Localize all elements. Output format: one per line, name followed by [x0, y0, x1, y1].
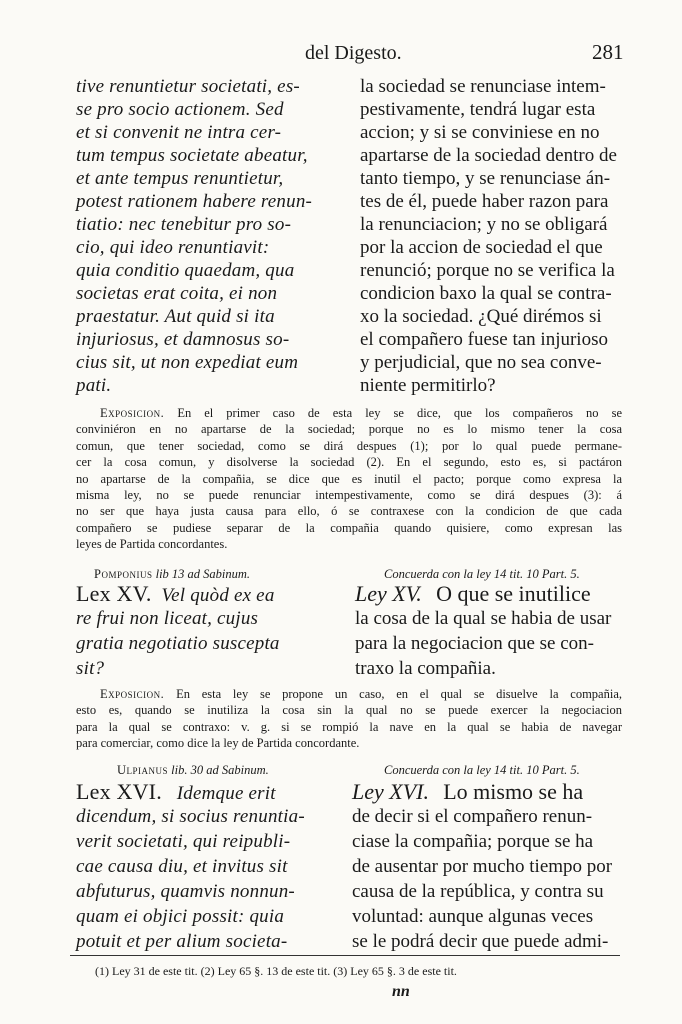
exposicion-1: [76, 405, 622, 553]
text-line: se pro socio actionem. Sed: [76, 99, 284, 120]
text-line: el compañero fuese tan injurioso: [360, 329, 608, 350]
exposicion-line: compañero se pudiese separar de la compañia quando quisiere, como expresan las: [76, 520, 622, 535]
signature-mark: nn: [392, 983, 410, 1000]
text-line: tes de él, puede haber razon para: [360, 191, 609, 212]
exposicion-line: no apartarse de la compañia, se dice que es inutil el pacto; porque como expresa la: [76, 471, 622, 486]
page-number: 281: [592, 40, 624, 64]
exposicion-2: [76, 686, 622, 752]
exposicion-label: Exposicion.: [100, 406, 165, 420]
source-citation-left: [94, 567, 250, 582]
text-line: renunció; porque no se verifica la: [360, 260, 615, 281]
exposicion-line: misma ley, no se puede renunciar intempestivamente, como se dirá despues (3): á: [76, 487, 622, 502]
latin-text-block-1: [76, 75, 344, 397]
source-ref: lib 13 ad Sabinum.: [155, 567, 251, 581]
text-line: tive renuntietur societati, es-: [76, 76, 300, 97]
text-line: injuriosus, et damnosus so-: [76, 329, 290, 350]
exposicion-line: comun, que tener sociedad, como se dirá despues (1); por lo qual puede permane-: [76, 438, 622, 453]
latin-text-block-3: Lex XVI. Idemque erit dicendum, si socius renuntia- verit societati, qui reipubli- cae causa diu, et invitus sit abfuturus, quamvis nonnun- quam ei objici possit: quia potuit et per alium societa-: [76, 779, 305, 952]
text-line: pati.: [76, 375, 112, 396]
ley-label: Ley XVI.: [352, 779, 429, 804]
exposicion-line: Exposicion. En esta ley se propone un caso, en el qual se disuelve la compañia,: [100, 687, 623, 701]
text-line: tanto tiempo, y se renunciase án-: [360, 168, 611, 189]
exposicion-line: Exposicion. En el primer caso de esta ley se dice, que los compañeros no se: [100, 406, 623, 420]
running-head: del Digesto.: [305, 42, 402, 64]
spanish-text-block-2: Ley XV. O que se inutilice la cosa de la qual se habia de usar para la negociacion que se con- traxo la compañia.: [355, 581, 612, 679]
text-line: y perjudicial, que no sea conve-: [360, 352, 602, 373]
text-line: praestatur. Aut quid si ita: [76, 306, 275, 327]
concordance-citation-right-2: Concuerda con la ley 14 tit. 10 Part. 5.: [384, 763, 580, 777]
text-line: condicion baxo la qual se contra-: [360, 283, 612, 304]
source-author: Pomponius: [94, 567, 153, 581]
exposicion-line: para la qual se contraxo: v. g. si se rompió la nave en la qual se habia de navegar: [76, 719, 622, 734]
text-line: quia conditio quaedam, qua: [76, 260, 295, 281]
exposicion-line: no ser que haya justa causa para ello, ó se contraxese con la condicion de que cada: [76, 504, 622, 519]
source-ref: lib. 30 ad Sabinum.: [171, 763, 269, 777]
exposicion-line: para comerciar, como dice la ley de Partida concordante.: [76, 736, 360, 751]
text-line: societas erat coita, ei non: [76, 283, 278, 304]
exposicion-label: Exposicion.: [100, 687, 165, 701]
text-line: xo la sociedad. ¿Qué dirémos si: [360, 306, 602, 327]
footnotes: (1) Ley 31 de este tit. (2) Ley 65 §. 13 de este tit. (3) Ley 65 §. 3 de este tit.: [95, 964, 457, 978]
lex-label: Lex XV.: [76, 581, 152, 606]
lex-label: Lex XVI.: [76, 779, 162, 804]
text-line: potest rationem habere renun-: [76, 191, 313, 212]
text-line: cio, qui ideo renuntiavit:: [76, 237, 270, 258]
text-line: la renunciacion; y no se obligará: [360, 214, 608, 235]
footnote-rule: [70, 955, 620, 956]
text-line: et si convenit ne intra cer-: [76, 122, 282, 143]
text-line: pestivamente, tendrá lugar esta: [360, 99, 596, 120]
spanish-text-block-1: [360, 75, 626, 397]
text-line: niente permitirlo?: [360, 375, 496, 396]
latin-text-block-2: Lex XV. Vel quòd ex ea re frui non liceat, cujus gratia negotiatio suscepta sit?: [76, 581, 280, 679]
exposicion-line: esto es, quando se inutiliza la cosa sin la qual no se puede exercer la negociacion: [76, 703, 622, 718]
exposicion-line: leyes de Partida concordantes.: [76, 537, 228, 552]
text-line: la sociedad se renunciase intem-: [360, 76, 606, 97]
text-line: tum tempus societate abeatur,: [76, 145, 308, 166]
text-line: et ante tempus renuntietur,: [76, 168, 284, 189]
text-line: accion; y si se conviniese en no: [360, 122, 600, 143]
text-line: tiatio: nec tenebitur pro so-: [76, 214, 292, 235]
exposicion-line: conviniéron en no apartarse de la sociedad; porque no es lo mismo tener la cosa: [76, 422, 622, 437]
exposicion-line: cer la cosa comun, y disolverse la sociedad (2). En el segundo, esto es, si pactáron: [76, 455, 622, 470]
source-citation-left-2: [117, 763, 269, 778]
ley-label: Ley XV.: [355, 581, 422, 606]
concordance-citation-right: Concuerda con la ley 14 tit. 10 Part. 5.: [384, 567, 580, 581]
text-line: por la accion de sociedad el que: [360, 237, 603, 258]
spanish-text-block-3: Ley XVI. Lo mismo se ha de decir si el compañero renun- ciase la compañia; porque se ha de ausentar por mucho tiempo por causa de la república, y contra su voluntad: aunque algunas veces se le podrá decir que puede admi-: [352, 779, 613, 952]
text-line: apartarse de la sociedad dentro de: [360, 145, 617, 166]
source-author: Ulpianus: [117, 763, 169, 777]
text-line: cius sit, ut non expediat eum: [76, 352, 299, 373]
